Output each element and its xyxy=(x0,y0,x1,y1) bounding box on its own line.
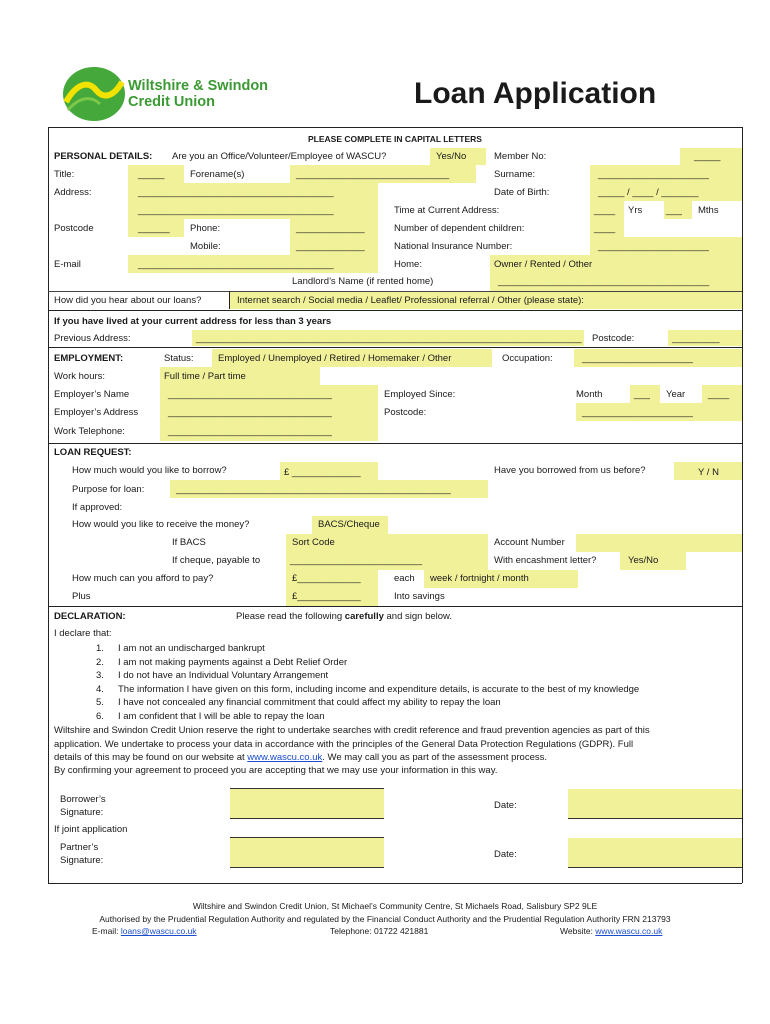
paragraph-text: details of this may be found on our website at xyxy=(54,752,245,763)
website-label: Website: xyxy=(560,926,593,936)
member-no-blank: _____ xyxy=(694,151,721,162)
footer-email xyxy=(92,925,197,937)
declaration-item-text: I am not making payments against a Debt Relief Order xyxy=(118,656,348,668)
declaration-instruction xyxy=(236,611,452,623)
landlord-blank: ________________________________________ xyxy=(498,276,710,287)
partner-date-field[interactable] xyxy=(568,838,742,868)
dependents-blank: ____ xyxy=(594,223,616,234)
receive-options[interactable]: BACS/Cheque xyxy=(318,519,380,530)
address-blank-1: _____________________________________ xyxy=(138,187,334,198)
frame-bottom xyxy=(48,883,742,884)
borrow-blank: £ _____________ xyxy=(284,467,361,478)
declaration-item-number: 4. xyxy=(96,683,104,695)
encashment-options[interactable]: Yes/No xyxy=(628,555,659,566)
heard-options[interactable]: Internet search / Social media / Leaflet/ Professional referral / Other (please state): xyxy=(237,295,584,306)
declaration-item-number: 5. xyxy=(96,697,104,708)
heard-question: How did you hear about our loans? xyxy=(54,295,202,306)
signature-line xyxy=(230,818,384,819)
website-link[interactable]: www.wascu.co.uk xyxy=(595,926,663,936)
declaration-paragraph: application. We undertake to process your data in accordance with the principles of the General Data Protection Regulations (GDPR). Full xyxy=(54,739,634,750)
employment-heading: EMPLOYMENT: xyxy=(54,353,124,364)
instruction-bold: carefully xyxy=(344,611,384,622)
work-telephone-blank: _______________________________ xyxy=(168,426,332,437)
receive-question: How would you like to receive the money? xyxy=(72,519,250,530)
previous-heading: If you have lived at your current address for less than 3 years xyxy=(54,316,332,327)
mobile-label: Mobile: xyxy=(190,241,221,252)
declaration-item-text: The information I have given on this form, including income and expenditure details, is accurate to the best of my knowledge xyxy=(118,683,640,695)
mobile-blank: _____________ xyxy=(296,241,365,252)
declaration-item-number: 6. xyxy=(96,710,104,722)
borrow-question: How much would you like to borrow? xyxy=(72,465,227,476)
footer-regulation: Authorised by the Prudential Regulation Authority and regulated by the Financial Conduct Authority and the Prudential Regulation Authority FRN 213793 xyxy=(99,914,671,924)
forenames-blank: _____________________________ xyxy=(296,169,450,180)
declaration-paragraph: Wiltshire and Swindon Credit Union reserve the right to undertake searches with credit reference and fraud prevention agencies as part of this xyxy=(54,725,650,736)
date-label: Date: xyxy=(494,800,517,811)
instruction: PLEASE COMPLETE IN CAPITAL LETTERS xyxy=(308,134,482,144)
borrower-signature-label: Borrower’s xyxy=(60,794,106,805)
employer-name-blank: _______________________________ xyxy=(168,389,332,400)
borrower-date-field[interactable] xyxy=(568,789,742,819)
member-no-label: Member No: xyxy=(494,151,547,162)
declare-label: I declare that: xyxy=(54,628,112,639)
loan-heading: LOAN REQUEST: xyxy=(54,447,132,458)
plus-label: Plus xyxy=(72,591,91,602)
occupation-blank: _____________________ xyxy=(582,353,693,364)
year-label: Year xyxy=(666,389,686,400)
declaration-paragraph: By confirming your agreement to proceed you are accepting that we may use your information in this way. xyxy=(54,765,498,776)
borrower-signature-label: Signature: xyxy=(60,807,104,818)
email-label: E-mail: xyxy=(92,926,119,936)
employed-since-label: Employed Since: xyxy=(384,389,456,400)
purpose-label: Purpose for loan: xyxy=(72,484,145,495)
address-blank-2: _____________________________________ xyxy=(138,205,334,216)
employer-postcode-label: Postcode: xyxy=(384,407,427,418)
employer-name-label: Employer’s Name xyxy=(54,389,130,400)
month-blank: ___ xyxy=(634,389,650,400)
instruction-text: Please read the following xyxy=(236,611,343,622)
cheque-blank: _________________________ xyxy=(290,555,423,566)
dependents-label: Number of dependent children: xyxy=(394,223,525,234)
purpose-blank: ____________________________________________________ xyxy=(176,484,451,495)
date-line xyxy=(568,818,742,819)
address-label: Address: xyxy=(54,187,92,198)
ni-label: National Insurance Number: xyxy=(394,241,513,252)
postcode-blank: ______ xyxy=(138,223,170,234)
website-link[interactable]: www.wascu.co.uk xyxy=(247,752,323,763)
declaration-item-text: I do not have an Individual Voluntary Arrangement xyxy=(118,670,329,681)
months-blank: ___ xyxy=(666,205,682,216)
time-at-address-label: Time at Current Address: xyxy=(394,205,500,216)
date-line xyxy=(568,867,742,868)
personal-heading: PERSONAL DETAILS: xyxy=(54,151,153,162)
frame-top xyxy=(48,127,742,128)
declaration-paragraph xyxy=(54,752,547,764)
borrower-signature-field[interactable] xyxy=(230,789,384,819)
title-blank: _____ xyxy=(138,169,165,180)
status-label: Status: xyxy=(164,353,194,364)
sort-code-label: Sort Code xyxy=(292,537,335,548)
phone-blank: _____________ xyxy=(296,223,365,234)
logo xyxy=(62,66,126,122)
officer-options[interactable]: Yes/No xyxy=(436,151,467,162)
divider xyxy=(229,291,230,309)
home-options[interactable]: Owner / Rented / Other xyxy=(494,259,593,270)
logo-text-line2: Credit Union xyxy=(128,94,215,110)
years-label: Yrs xyxy=(628,205,643,216)
if-bacs-label: If BACS xyxy=(172,537,206,548)
savings-blank: £____________ xyxy=(292,591,361,602)
signature-line xyxy=(230,867,384,868)
signature-line xyxy=(230,837,384,838)
date-label: Date: xyxy=(494,849,517,860)
postcode-label: Postcode xyxy=(54,223,94,234)
joint-application-label: If joint application xyxy=(54,824,128,835)
section-divider xyxy=(48,347,742,348)
month-label: Month xyxy=(576,389,603,400)
divider xyxy=(48,291,742,292)
surname-label: Surname: xyxy=(494,169,536,180)
previous-postcode-label: Postcode: xyxy=(592,333,635,344)
landlord-label: Landlord’s Name (if rented home) xyxy=(292,276,434,287)
employer-address-label: Employer’s Address xyxy=(54,407,139,418)
employer-postcode-blank: _____________________ xyxy=(582,407,693,418)
employer-address-blank: _______________________________ xyxy=(168,407,332,418)
section-divider xyxy=(48,310,742,311)
dob-label: Date of Birth: xyxy=(494,187,550,198)
declaration-item-text: I am not an undischarged bankrupt xyxy=(118,643,265,654)
afford-question: How much can you afford to pay? xyxy=(72,573,214,584)
home-label: Home: xyxy=(394,259,422,270)
logo-text-line1: Wiltshire & Swindon xyxy=(128,78,269,94)
officer-question: Are you an Office/Volunteer/Employee of WASCU? xyxy=(172,151,387,162)
declaration-item-text: I am confident that I will be able to repay the loan xyxy=(118,710,325,722)
dob-blank: _____ / ____ / _______ xyxy=(598,187,699,198)
page-title: Loan Application xyxy=(414,77,657,110)
partner-signature-field[interactable] xyxy=(230,838,384,868)
declaration-item-number: 1. xyxy=(96,643,104,654)
occupation-label: Occupation: xyxy=(502,353,553,364)
if-approved-label: If approved: xyxy=(72,502,123,513)
email-label: E-mail xyxy=(54,259,81,270)
instruction-text: and sign below. xyxy=(386,611,453,622)
frame-right xyxy=(742,127,743,883)
title-label: Title: xyxy=(54,169,75,180)
section-divider xyxy=(48,606,742,607)
account-number-label: Account Number xyxy=(494,537,565,548)
previous-address-label: Previous Address: xyxy=(54,333,131,344)
years-blank: ____ xyxy=(594,205,616,216)
signature-line xyxy=(230,788,384,789)
logo-icon xyxy=(62,66,126,122)
each-label: each xyxy=(394,573,415,584)
partner-signature-label: Signature: xyxy=(60,855,104,866)
previous-postcode-blank: _________ xyxy=(672,333,720,344)
email-blank: _____________________________________ xyxy=(138,259,334,270)
work-hours-options[interactable]: Full time / Part time xyxy=(164,371,246,382)
work-hours-label: Work hours: xyxy=(54,371,106,382)
footer-website xyxy=(560,925,662,937)
if-cheque-label: If cheque, payable to xyxy=(172,555,261,566)
previous-address-blank: _________________________________________________________________________ xyxy=(196,333,582,344)
declaration-item-number: 3. xyxy=(96,670,104,681)
ni-blank: _____________________ xyxy=(598,241,709,252)
phone-label: Phone: xyxy=(190,223,221,234)
email-link[interactable]: loans@wascu.co.uk xyxy=(120,926,197,936)
declaration-item-number: 2. xyxy=(96,656,104,668)
borrowed-before-options[interactable]: Y / N xyxy=(698,467,719,478)
encashment-label: With encashment letter? xyxy=(494,555,597,566)
year-blank: ____ xyxy=(708,389,730,400)
forenames-label: Forename(s) xyxy=(190,169,245,180)
section-divider xyxy=(48,443,742,444)
footer-telephone: Telephone: 01722 421881 xyxy=(330,926,429,936)
surname-blank: _____________________ xyxy=(598,169,709,180)
frame-left xyxy=(48,127,49,883)
afford-blank: £____________ xyxy=(292,573,361,584)
partner-signature-label: Partner’s xyxy=(60,842,99,853)
declaration-item-text: I have not concealed any financial commitment that could affect my ability to repay the loan xyxy=(118,697,501,708)
paragraph-text: . We may call you as part of the assessment process. xyxy=(322,752,548,763)
work-telephone-label: Work Telephone: xyxy=(54,426,125,437)
borrowed-before-question: Have you borrowed from us before? xyxy=(494,465,646,476)
footer-address: Wiltshire and Swindon Credit Union, St Michael’s Community Centre, St Michaels Road, Salisbury SP2 9LE xyxy=(192,901,598,911)
into-savings-label: Into savings xyxy=(394,591,445,602)
status-options[interactable]: Employed / Unemployed / Retired / Homemaker / Other xyxy=(218,353,452,364)
account-number-field[interactable] xyxy=(576,534,742,552)
months-label: Mths xyxy=(698,205,719,216)
frequency-options[interactable]: week / fortnight / month xyxy=(430,573,529,584)
declaration-heading: DECLARATION: xyxy=(54,611,126,622)
